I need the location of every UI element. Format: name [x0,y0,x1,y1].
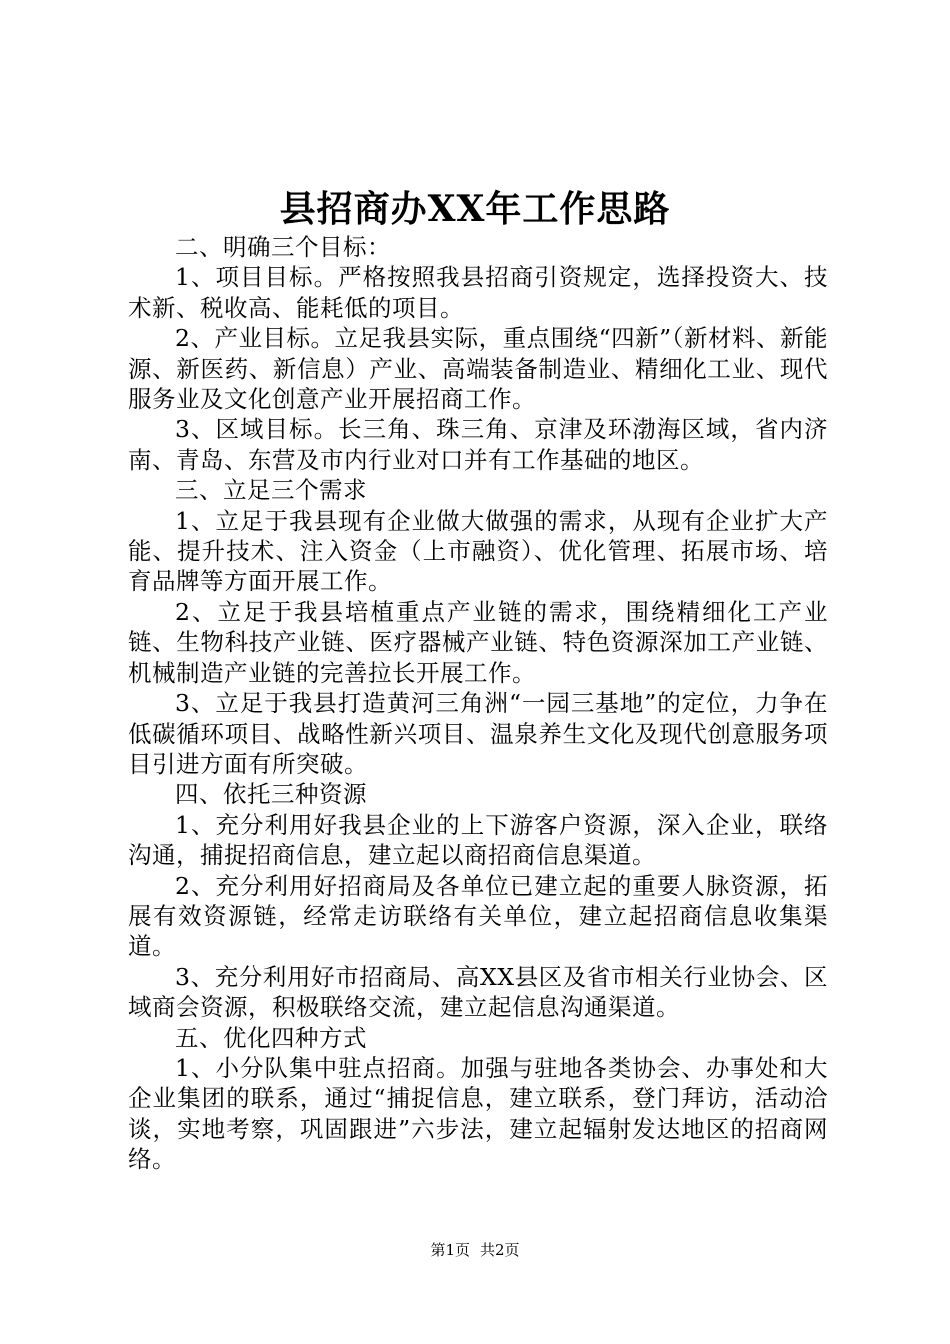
document-body [128,232,828,1175]
paragraph-section-4-heading: 四、依托三种资源 [175,780,367,809]
paragraph-section-3-heading: 三、立足三个需求 [175,476,367,505]
paragraph-resource-2: 2、充分利用好招商局及各单位已建立起的重要人脉资源，拓展有效资源链，经常走访联络有关单位，建立起招商信息收集渠道。 [128,871,828,961]
paragraph-method-1: 1、小分队集中驻点招商。加强与驻地各类协会、办事处和大企业集团的联系，通过“捕捉信息，建立联系，登门拜访，活动洽谈，实地考察，巩固跟进”六步法，建立起辐射发达地区的招商网络。 [128,1053,828,1174]
paragraph-resource-1: 1、充分利用好我县企业的上下游客户资源，深入企业，联络沟通，捕捉招商信息，建立起以商招商信息渠道。 [128,810,828,870]
paragraph-need-1: 1、立足于我县现有企业做大做强的需求，从现有企业扩大产能、提升技术、注入资金（上市融资）、优化管理、拓展市场、培育品牌等方面开展工作。 [128,506,828,596]
paragraph-need-3: 3、立足于我县打造黄河三角洲“一园三基地”的定位，力争在低碳循环项目、战略性新兴项目、温泉养生文化及现代创意服务项目引进方面有所突破。 [128,689,828,778]
paragraph-resource-3: 3、充分利用好市招商局、高XX县区及省市相关行业协会、区域商会资源，积极联络交流，建立起信息沟通渠道。 [128,962,828,1022]
page-footer [0,1240,950,1260]
paragraph-region-goal: 3、区域目标。长三角、珠三角、京津及环渤海区域，省内济南、青岛、东营及市内行业对口并有工作基础的地区。 [128,415,828,474]
paragraph-section-2-heading: 二、明确三个目标： [175,233,391,261]
paragraph-need-2: 2、立足于我县培植重点产业链的需求，围绕精细化工产业链、生物科技产业链、医疗器械产业链、特色资源深加工产业链、机械制造产业链的完善拉长开展工作。 [128,597,828,687]
paragraph-industry-goal: 2、产业目标。立足我县实际，重点围绕“四新”（新材料、新能源、新医药、新信息）产业、高端装备制造业、精细化工业、现代服务业及文化创意产业开展招商工作。 [128,324,828,414]
paragraph-project-goal: 1、项目目标。严格按照我县招商引资规定，选择投资大、技术新、税收高、能耗低的项目。 [128,263,828,322]
page-total: 共2页 [480,1241,520,1259]
page-number: 第1页 [430,1241,470,1259]
page-title: 县招商办XX年工作思路 [279,188,671,230]
paragraph-section-5-heading: 五、优化四种方式 [175,1023,367,1052]
